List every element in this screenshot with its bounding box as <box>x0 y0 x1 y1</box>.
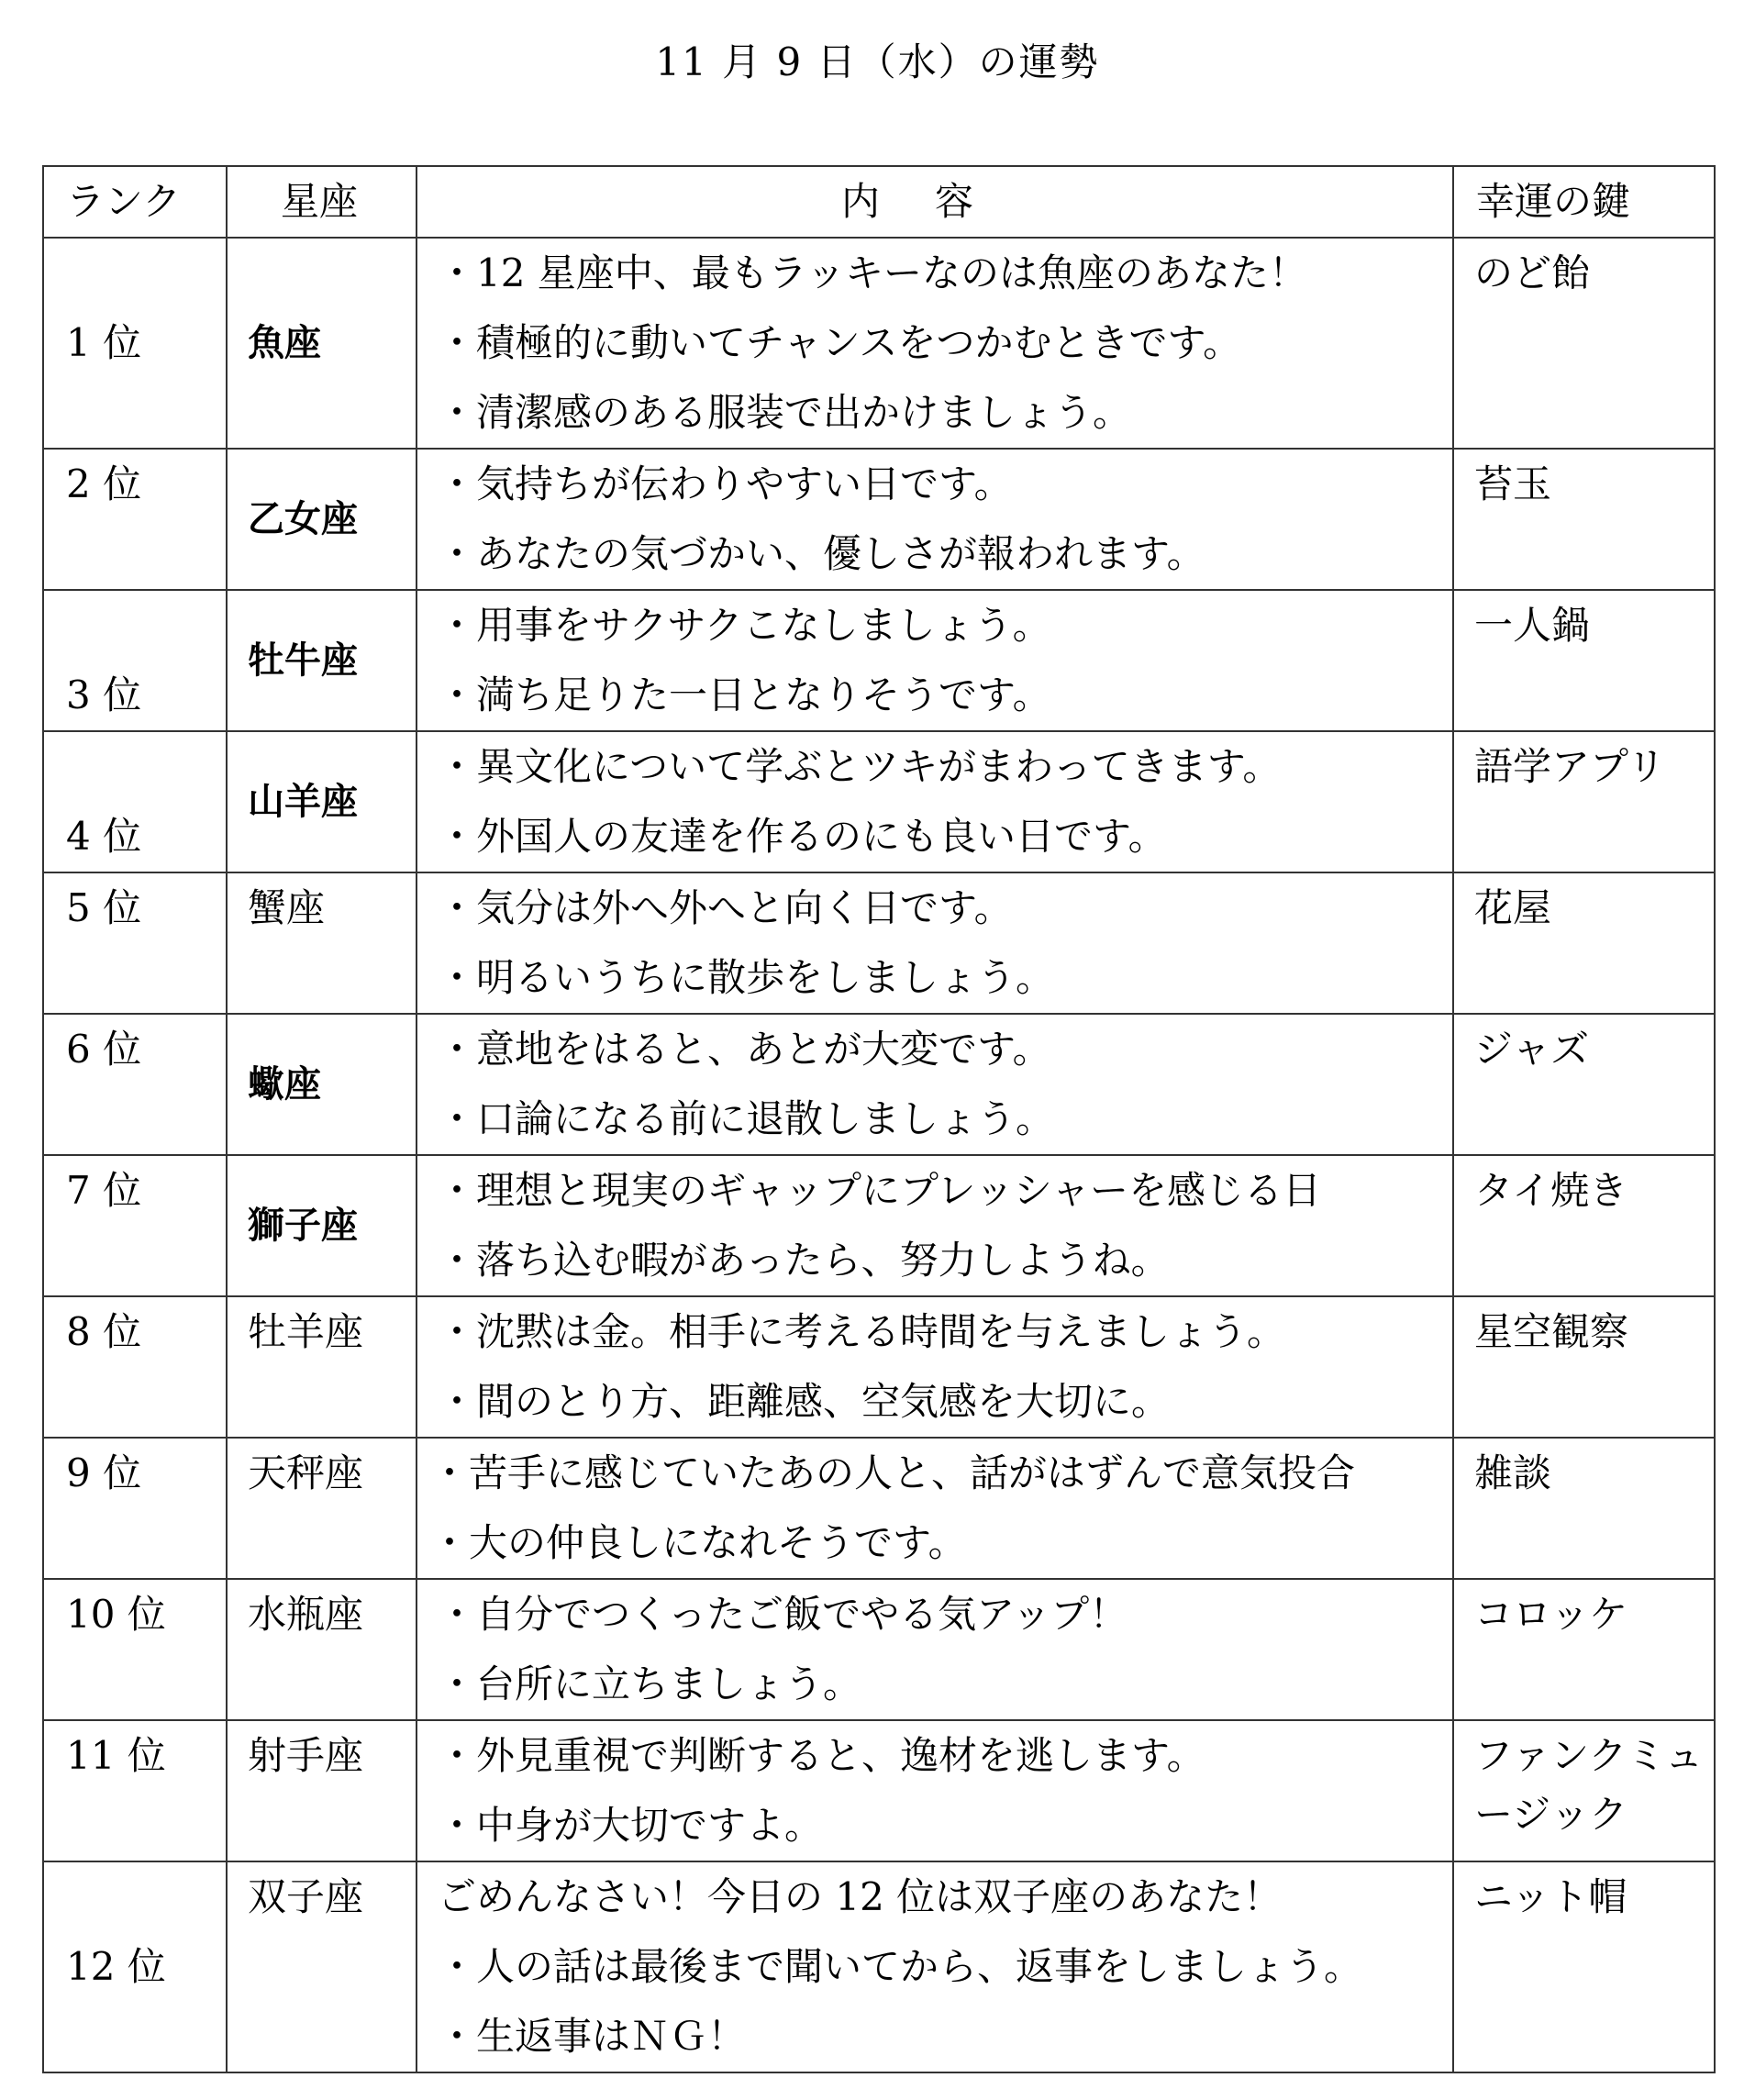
rank-text: 12 位 <box>66 1944 166 1989</box>
sign-text: 射手座 <box>248 1733 364 1778</box>
lucky-key-cell <box>1453 731 1715 872</box>
table-row <box>43 1579 1715 1720</box>
table-row <box>43 449 1715 590</box>
lucky-key-text: 星空観察 <box>1474 1309 1629 1354</box>
content-line: ・意地をはると、あとが大変です。 <box>438 1027 1051 1072</box>
content-line: ・理想と現実のギャップにプレッシャーを感じる日 <box>438 1168 1322 1213</box>
lucky-key-cell <box>1453 238 1715 449</box>
rank-cell <box>43 238 227 449</box>
content-cell <box>417 238 1453 449</box>
lucky-key-text: 雑談 <box>1474 1450 1552 1495</box>
content-line: ・落ち込む暇があったら、努力しようね。 <box>438 1238 1170 1283</box>
rank-cell <box>43 590 227 731</box>
fortune-table <box>42 165 1716 2073</box>
sign-text: 水瓶座 <box>248 1592 364 1637</box>
rank-text: 5 位 <box>66 885 142 930</box>
sign-text: 魚座 <box>248 322 321 364</box>
sign-text: 獅子座 <box>248 1205 358 1247</box>
header-sign: 星座 <box>227 166 417 238</box>
table-row <box>43 590 1715 731</box>
lucky-key-text: 語学アプリ <box>1474 744 1666 789</box>
rank-cell <box>43 1155 227 1296</box>
table-row <box>43 1438 1715 1579</box>
content-line: ・満ち足りた一日となりそうです。 <box>438 672 1051 717</box>
lucky-key-cell <box>1453 872 1715 1014</box>
content-line: ・大の仲良しになれそうです。 <box>430 1520 967 1565</box>
table-row <box>43 1014 1715 1155</box>
content-line: ・あなたの気づかい、優しさが報われます。 <box>438 531 1205 576</box>
lucky-key-text: ジャズ <box>1474 1027 1590 1072</box>
rank-cell <box>43 1861 227 2072</box>
lucky-key-cell <box>1453 1438 1715 1579</box>
content-line: ・12 星座中、最もラッキーなのは魚座のあなた！ <box>438 250 1307 295</box>
table-row <box>43 1296 1715 1438</box>
sign-cell <box>227 449 417 590</box>
header-content: 内容 <box>417 166 1453 238</box>
content-cell <box>417 1296 1453 1438</box>
sign-cell <box>227 1579 417 1720</box>
rank-cell <box>43 1014 227 1155</box>
lucky-key-cell <box>1453 1155 1715 1296</box>
rank-cell <box>43 1438 227 1579</box>
sign-cell <box>227 590 417 731</box>
header-rank: ランク <box>43 166 227 238</box>
content-line: ・積極的に動いてチャンスをつかむときです。 <box>438 320 1242 365</box>
lucky-key-cell <box>1453 1861 1715 2072</box>
rank-text: 1 位 <box>66 320 142 365</box>
rank-cell <box>43 731 227 872</box>
sign-text: 双子座 <box>248 1874 364 1919</box>
sign-text: 蟹座 <box>248 885 326 930</box>
content-cell <box>417 1861 1453 2072</box>
lucky-key-text: のど飴 <box>1474 250 1591 295</box>
rank-cell <box>43 1720 227 1861</box>
content-line: ・台所に立ちましょう。 <box>438 1661 862 1706</box>
rank-text: 4 位 <box>66 814 142 859</box>
sign-text: 山羊座 <box>248 781 358 823</box>
content-line: ・沈黙は金。相手に考える時間を与えましょう。 <box>438 1309 1286 1354</box>
sign-text: 牡羊座 <box>248 1309 364 1354</box>
sign-cell <box>227 1438 417 1579</box>
lucky-key-cell <box>1453 1720 1715 1861</box>
sign-cell <box>227 1296 417 1438</box>
rank-text: 9 位 <box>66 1450 142 1495</box>
sign-cell <box>227 731 417 872</box>
lucky-key-text: 苔玉 <box>1474 461 1552 506</box>
lucky-key-cell <box>1453 1579 1715 1720</box>
sign-text: 乙女座 <box>248 498 358 540</box>
rank-cell <box>43 449 227 590</box>
sign-text: 蠍座 <box>248 1063 321 1106</box>
table-row <box>43 1861 1715 2072</box>
content-line: ・外見重視で判断すると、逸材を逃します。 <box>438 1733 1205 1778</box>
rank-text: 10 位 <box>66 1592 166 1637</box>
page-title: 11 月 9 日（水）の運勢 <box>655 39 1100 84</box>
rank-text: 3 位 <box>66 672 142 717</box>
lucky-key-text: ニット帽 <box>1474 1874 1627 1919</box>
rank-text: 11 位 <box>66 1733 166 1778</box>
table-row <box>43 872 1715 1014</box>
lucky-key-cell <box>1453 1014 1715 1155</box>
lucky-key-text: 花屋 <box>1474 885 1552 930</box>
content-cell <box>417 731 1453 872</box>
content-cell <box>417 1438 1453 1579</box>
content-line: ・苦手に感じていたあの人と、話がはずんで意気投合 <box>430 1450 1356 1495</box>
sign-cell <box>227 238 417 449</box>
lucky-key-text: タイ焼き <box>1474 1168 1628 1213</box>
lucky-key-text: コロッケ <box>1474 1592 1628 1637</box>
content-cell <box>417 590 1453 731</box>
content-line: ・用事をサクサクこなしましょう。 <box>438 603 1051 648</box>
content-cell <box>417 1155 1453 1296</box>
content-cell <box>417 1720 1453 1861</box>
rank-text: 6 位 <box>66 1027 142 1072</box>
content-line: ごめんなさい！今日の 12 位は双子座のあなた！ <box>438 1874 1283 1919</box>
lucky-key-text: ファンクミュージック <box>1474 1733 1704 1837</box>
sign-cell <box>227 1720 417 1861</box>
content-line: ・自分でつくったご飯でやる気アップ！ <box>438 1592 1128 1637</box>
sign-text: 天秤座 <box>248 1450 364 1495</box>
rank-cell <box>43 1579 227 1720</box>
table-row <box>43 238 1715 449</box>
sign-cell <box>227 1155 417 1296</box>
content-cell <box>417 872 1453 1014</box>
sign-cell <box>227 872 417 1014</box>
table-row <box>43 731 1715 872</box>
content-cell <box>417 1014 1453 1155</box>
lucky-key-cell <box>1453 1296 1715 1438</box>
sign-text: 牡牛座 <box>248 639 358 682</box>
content-line: ・異文化について学ぶとツキがまわってきます。 <box>438 744 1282 789</box>
content-line: ・中身が大切ですよ。 <box>438 1803 824 1848</box>
table-row <box>43 1155 1715 1296</box>
content-line: ・清潔感のある服装で出かけましょう。 <box>438 390 1132 435</box>
table-header-row <box>43 166 1715 238</box>
content-line: ・人の話は最後まで聞いてから、返事をしましょう。 <box>438 1944 1363 1989</box>
rank-text: 2 位 <box>66 461 142 506</box>
rank-cell <box>43 1296 227 1438</box>
lucky-key-cell <box>1453 590 1715 731</box>
content-cell <box>417 449 1453 590</box>
content-line: ・気持ちが伝わりやすい日です。 <box>438 461 1013 506</box>
table-row <box>43 1720 1715 1861</box>
content-cell <box>417 1579 1453 1720</box>
content-line: ・口論になる前に退散しましょう。 <box>438 1096 1055 1141</box>
rank-cell <box>43 872 227 1014</box>
content-line: ・気分は外へ外へと向く日です。 <box>438 885 1013 930</box>
lucky-key-cell <box>1453 449 1715 590</box>
rank-text: 8 位 <box>66 1309 142 1354</box>
content-line: ・明るいうちに散歩をしましょう。 <box>438 955 1055 1000</box>
content-line: ・生返事はＮＧ！ <box>438 2014 747 2059</box>
lucky-key-text: 一人鍋 <box>1474 603 1591 648</box>
sign-cell <box>227 1861 417 2072</box>
content-line: ・外国人の友達を作るのにも良い日です。 <box>438 814 1167 859</box>
sign-cell <box>227 1014 417 1155</box>
content-line: ・間のとり方、距離感、空気感を大切に。 <box>438 1379 1171 1424</box>
header-lucky-key: 幸運の鍵 <box>1453 166 1715 238</box>
rank-text: 7 位 <box>66 1168 142 1213</box>
